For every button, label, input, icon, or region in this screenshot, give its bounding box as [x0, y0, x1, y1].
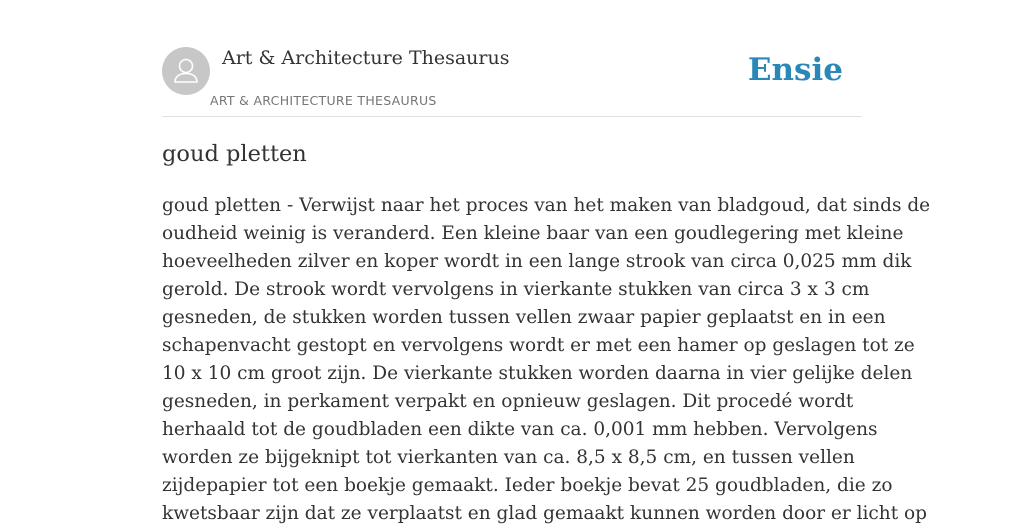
definition-line: hoeveelheden zilver en koper wordt in een lange strook van circa 0,025 mm dik [162, 251, 912, 272]
user-silhouette-icon [162, 47, 210, 95]
source-header [162, 46, 862, 117]
definition-text [162, 192, 931, 528]
definition-line: kwetsbaar zijn dat ze verplaatst en glad gemaakt kunnen worden door er licht op [162, 503, 928, 524]
definition-line: gesneden, de stukken worden tussen vellen zwaar papier geplaatst en in een [162, 307, 886, 328]
page-title: goud pletten [162, 141, 307, 167]
definition-line: herhaald tot de goudbladen een dikte van ca. 0,001 mm hebben. Vervolgens [162, 419, 878, 440]
brand-logo[interactable]: Ensie [747, 52, 843, 88]
definition-line: gesneden, in perkament verpakt en opnieuw geslagen. Dit procedé wordt [162, 391, 854, 412]
definition-line: schapenvacht gestopt en vervolgens wordt er met een hamer op geslagen tot ze [162, 335, 915, 356]
definition-line: goud pletten - Verwijst naar het proces van het maken van bladgoud, dat sinds de [162, 195, 931, 216]
definition-line: oudheid weinig is veranderd. Een kleine baar van een goudlegering met kleine [162, 223, 904, 244]
source-title[interactable]: Art & Architecture Thesaurus [222, 47, 510, 69]
source-subtitle[interactable]: ART & ARCHITECTURE THESAURUS [210, 93, 437, 108]
definition-line: worden ze bijgeknipt tot vierkanten van ca. 8,5 x 8,5 cm, en tussen vellen [162, 447, 855, 468]
definition-line: 10 x 10 cm groot zijn. De vierkante stukken worden daarna in vier gelijke delen [162, 363, 913, 384]
avatar[interactable] [162, 47, 210, 95]
definition-line: zijdepapier tot een boekje gemaakt. Ieder boekje bevat 25 goudbladen, die zo [162, 475, 893, 496]
definition-line: gerold. De strook wordt vervolgens in vierkante stukken van circa 3 x 3 cm [162, 279, 870, 300]
